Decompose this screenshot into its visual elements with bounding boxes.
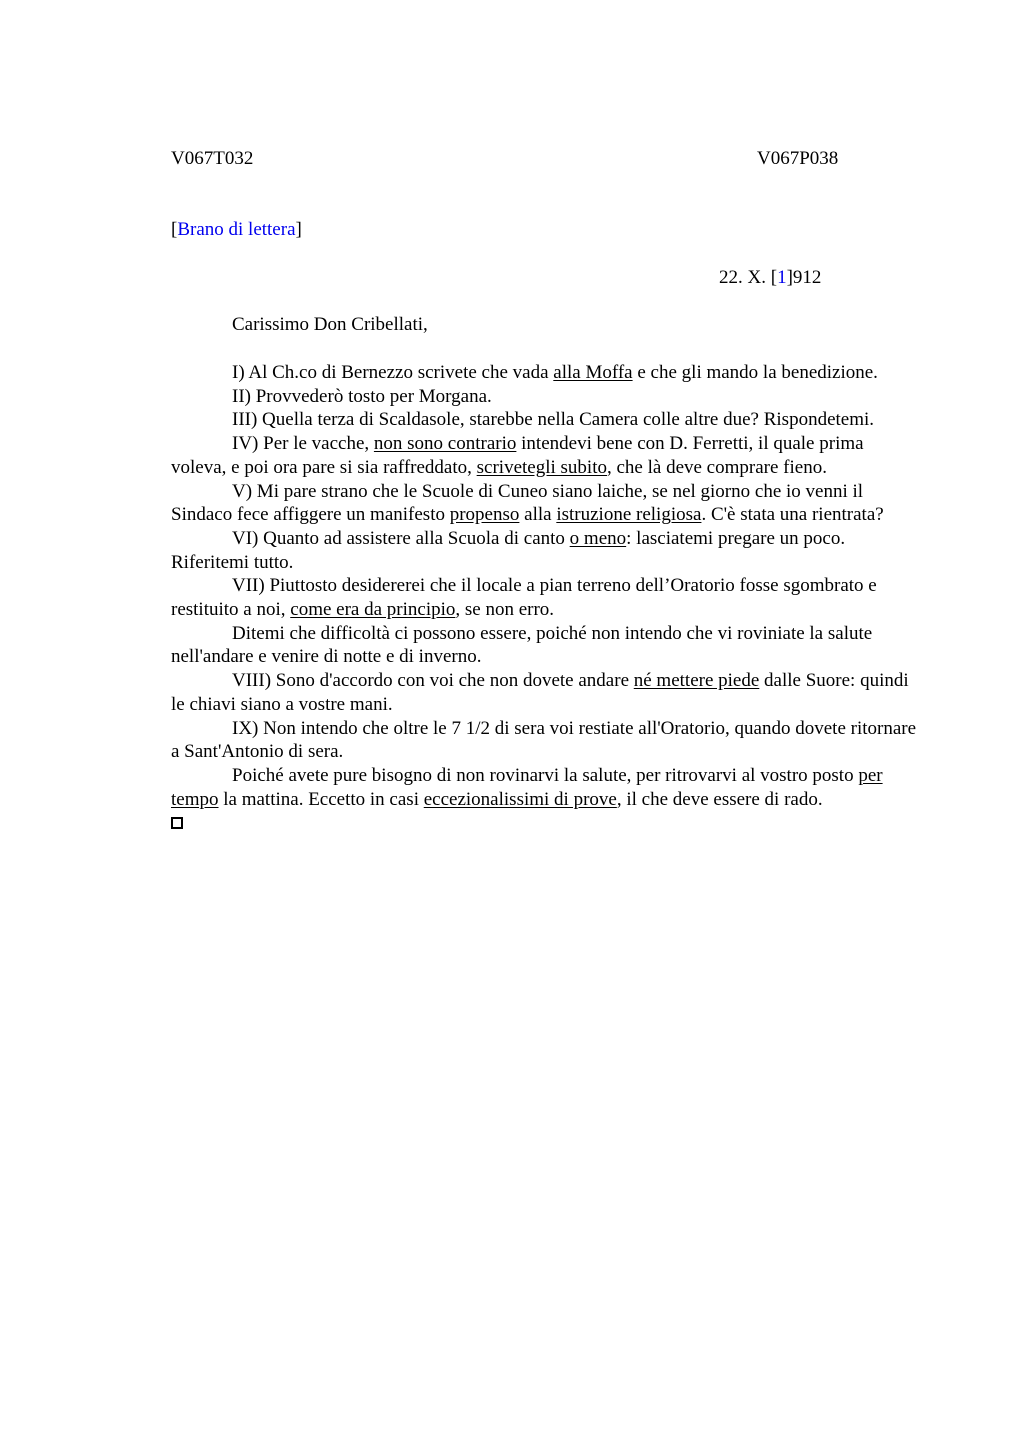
underlined-phrase: né mettere piede (633, 670, 760, 692)
paragraph-8 (171, 622, 921, 669)
paragraph-2 (171, 385, 921, 409)
document-code-left: V067T032 (171, 148, 254, 169)
underlined-phrase: o meno (569, 527, 627, 549)
paragraph-3-text: III) Quella terza di Scaldasole, starebbe nella Camera colle altre due? Rispondetemi. (232, 409, 875, 431)
underlined-phrase: scrivetegli subito (476, 456, 607, 478)
underlined-phrase: istruzione religiosa (556, 504, 702, 526)
paragraph-2-text: II) Provvederò tosto per Morgana. (232, 385, 492, 407)
paragraph-1-text: I) Al Ch.co di Bernezzo scrivete che vada (232, 362, 554, 383)
paragraph-6-text: VI) Quanto ad assistere alla Scuola di canto (232, 527, 570, 549)
paragraph-11 (171, 764, 921, 811)
letter-body (171, 361, 921, 836)
paragraph-11-text: , il che deve essere di rado. (616, 788, 823, 810)
paragraph-9-text: dalle Suore: quindi le chiavi siano a vostre mani. (171, 670, 909, 715)
paragraph-9 (171, 669, 921, 716)
paragraph-5-text: V) Mi pare strano che le Scuole di Cuneo siano laiche, se nel giorno che io venni il Sindaco fece affiggere un manifesto (171, 480, 864, 526)
paragraph-8-text: Ditemi che difficoltà ci possono essere, poiché non intendo che vi roviniate la salute nell'andare e venire di notte e di inverno. (171, 622, 873, 668)
paragraph-5-text: . C'è stata una rientrata? (701, 504, 884, 526)
paragraph-7-text: VII) Piuttosto desidererei che il locale a pian terreno dell’Oratorio fosse sgombrato e restituito a noi, (171, 575, 877, 621)
paragraph-9-text: VIII) Sono d'accordo con voi che non dovete andare (232, 670, 634, 692)
paragraph-7-text: , se non erro. (455, 599, 555, 621)
underlined-phrase: come era da principio (290, 599, 456, 621)
date-inserted-digit: 1 (777, 267, 787, 288)
paragraph-10-text: IX) Non intendo che oltre le 7 1/2 di sera voi restiate all'Oratorio, quando dovete ritornare a Sant'Antonio di sera. (171, 717, 917, 763)
paragraph-5-text: alla (519, 504, 557, 526)
letter-heading (171, 218, 302, 242)
paragraph-6-text: : lasciatemi pregare un poco. Riferitemi tutto. (171, 527, 846, 573)
paragraph-4-text: , che là deve comprare fieno. (606, 456, 827, 478)
paragraph-3 (171, 408, 921, 432)
paragraph-4-text: intendevi bene con D. Ferretti, il quale prima voleva, e poi ora pare si sia raffreddato, (171, 433, 864, 478)
paragraph-11-text: Poiché avete pure bisogno di non rovinarvi la salute, per ritrovarvi al vostro posto (232, 764, 859, 786)
paragraph-4-text: IV) Per le vacche, (232, 433, 374, 455)
paragraph-11-text: la mattina. Eccetto in casi (218, 788, 424, 810)
paragraph-5 (171, 480, 921, 527)
date-prefix: 22. X. [ (719, 267, 778, 288)
paragraph-7 (171, 574, 921, 621)
end-of-text-marker (171, 811, 921, 836)
underlined-phrase: non sono contrario (373, 433, 517, 455)
hollow-square-icon (171, 817, 183, 829)
paragraph-4 (171, 432, 921, 479)
date-suffix: ]912 (786, 267, 822, 288)
paragraph-1-text: e che gli mando la benedizione. (632, 362, 878, 383)
paragraph-10 (171, 717, 921, 764)
underlined-phrase: eccezionalissimi di prove (423, 788, 617, 810)
heading-bracket-close: ] (295, 219, 302, 240)
heading-bracket-open: [ (171, 219, 178, 240)
paragraph-1 (171, 361, 921, 385)
underlined-phrase: alla Moffa (553, 362, 633, 383)
paragraph-6 (171, 527, 921, 574)
underlined-phrase: per tempo (171, 764, 883, 810)
heading-title: Brano di lettera (177, 219, 296, 240)
underlined-phrase: propenso (449, 504, 520, 526)
salutation: Carissimo Don Cribellati, (232, 314, 428, 335)
document-code-right: V067P038 (757, 148, 839, 169)
letter-date (719, 266, 821, 290)
